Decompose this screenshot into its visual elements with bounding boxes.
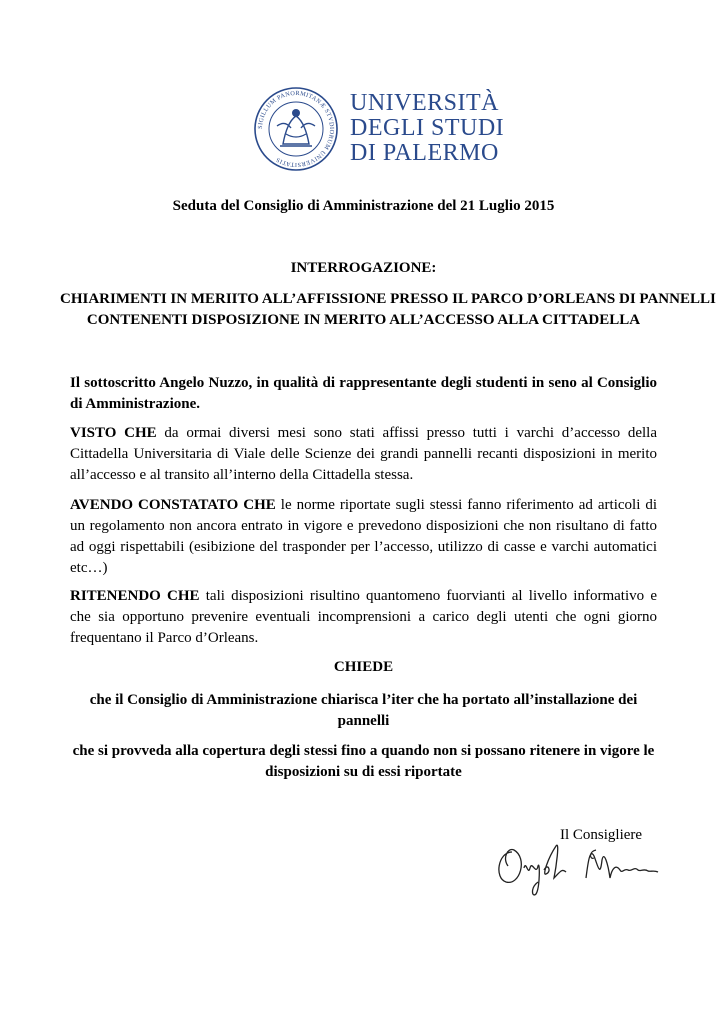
chiede-label: CHIEDE xyxy=(333,659,394,675)
signature-label: Il Consigliere xyxy=(560,827,643,843)
ritenendo-lead: RITENENDO CHE xyxy=(70,588,200,604)
request-1: che il Consiglio di Amministrazione chiarisca l’iter che ha portato all’installazione dei pannelli xyxy=(89,692,638,729)
avendo-lead: AVENDO CONSTATATO CHE xyxy=(70,497,276,513)
avendo-text: le norme riportate sugli stessi fanno riferimento ad articoli di un regolamento non ancora entrato in vigore e prevedono disposizioni che non risultano di fatto ad oggi rispettabili (esibizione del trasponder per l’accesso, utilizzo di casse e varchi automatici etc…) xyxy=(70,497,658,576)
subject-line-2: CONTENENTI DISPOSIZIONE IN MERITO ALL’ACCESSO ALLA CITTADELLA xyxy=(86,312,641,328)
university-name-line-2: DEGLI STUDI xyxy=(350,115,505,141)
request-2: che si provveda alla copertura degli stessi fino a quando non si possano ritenere in vigore le disposizioni su di essi riportate xyxy=(72,743,655,780)
intro-paragraph: Il sottoscritto Angelo Nuzzo, in qualità di rappresentante degli studenti in seno al Consiglio di Amministrazione. xyxy=(70,375,657,412)
university-name-line-1: UNIVERSITÀ xyxy=(350,90,499,116)
avendo-paragraph xyxy=(70,495,657,579)
meeting-title: Seduta del Consiglio di Amministrazione del 21 Luglio 2015 xyxy=(172,198,555,214)
university-name xyxy=(350,91,504,166)
visto-text: da ormai diversi mesi sono stati affissi presso tutti i varchi d’accesso della Cittadella Universitaria di Viale delle Scienze dei grandi pannelli recanti disposizioni in merito all’accesso e al transito all’interno della Cittadella stessa. xyxy=(70,425,657,483)
interrogation-label: INTERROGAZIONE: xyxy=(290,260,437,276)
handwritten-signature xyxy=(490,838,670,898)
university-logo xyxy=(253,86,505,172)
ritenendo-text: tali disposizioni risultino quantomeno fuorvianti al livello informativo e che sia opportuno prevenire eventuali incomprensioni a carico degli utenti che ogni giorno frequentano il Parco d’Orleans. xyxy=(70,588,657,646)
ritenendo-paragraph xyxy=(70,586,657,649)
subject-heading xyxy=(60,289,716,331)
university-name-line-3: DI PALERMO xyxy=(350,140,499,166)
visto-paragraph xyxy=(70,423,657,486)
subject-line-1: CHIARIMENTI IN MERIITO ALL’AFFISSIONE PRESSO IL PARCO D’ORLEANS DI PANNELLI xyxy=(60,291,716,307)
university-seal-icon xyxy=(253,86,339,172)
visto-lead: VISTO CHE xyxy=(70,425,157,441)
seal-text: SIGILLUM PANORMITANÆ STVDIORUM UNIVERSITATIS xyxy=(256,89,336,169)
